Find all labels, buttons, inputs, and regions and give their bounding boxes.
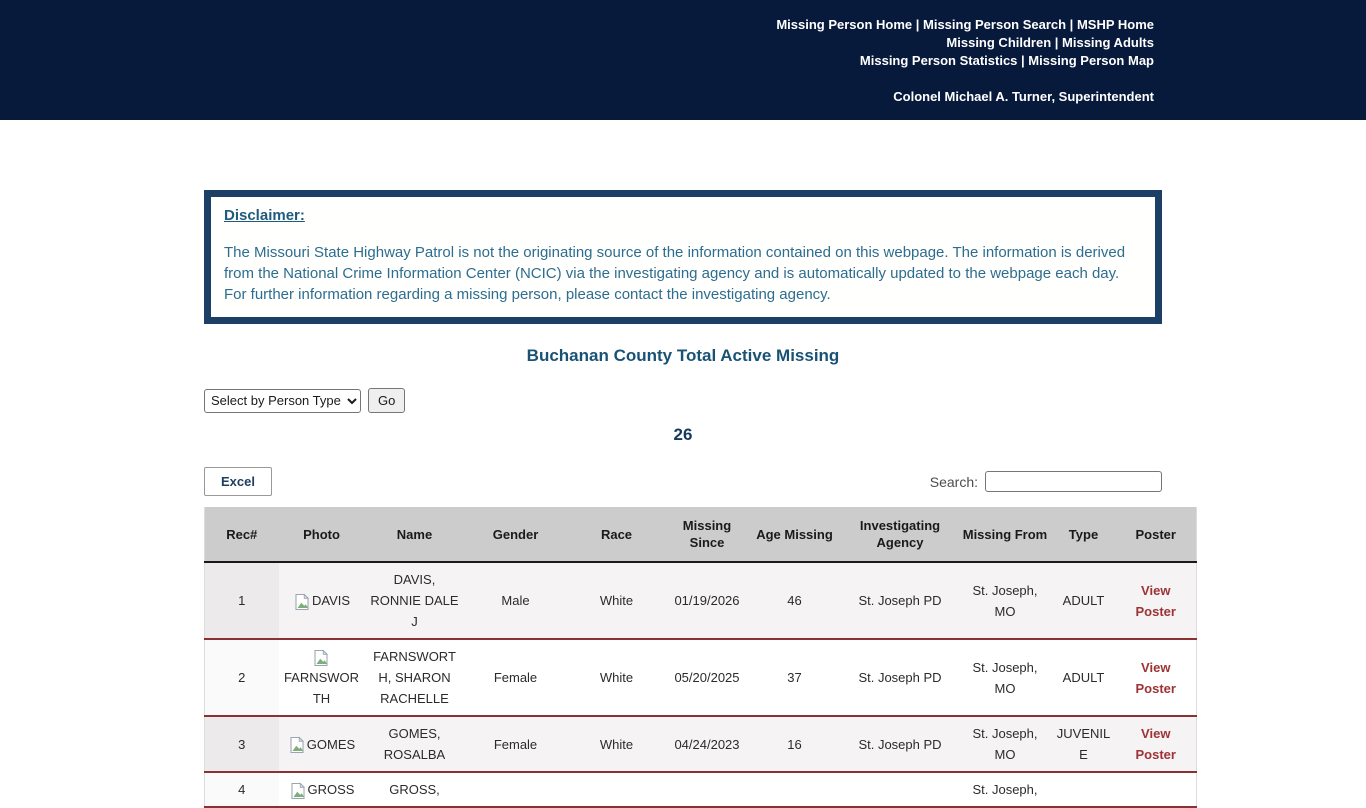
column-header-race[interactable]: Race (567, 507, 667, 562)
disclaimer-text: The Missouri State Highway Patrol is not the originating source of the information contained on this webpage. The information is derived from the National Crime Information Center (NCIC) via the investigating agency and is automatically updated to the webpage each day. For further information regarding a missing person, please contact the investigating agency. (224, 244, 1126, 303)
age-cell (748, 772, 842, 807)
type-cell (1052, 772, 1116, 807)
missing-from-cell: St. Joseph, MO (972, 582, 1038, 619)
poster-cell (1116, 772, 1197, 807)
table-row (205, 639, 1197, 716)
broken-image-icon (288, 736, 306, 754)
column-header-missing-since[interactable]: Missing Since (667, 507, 748, 562)
main-content (204, 190, 1162, 445)
rec-cell: 1 (205, 562, 279, 639)
table-header-row (205, 507, 1197, 562)
agency-cell: St. Joseph PD (858, 670, 942, 685)
nav-link-missing-person-home[interactable]: Missing Person Home (776, 17, 913, 32)
race-cell (567, 772, 667, 807)
go-button[interactable]: Go (368, 388, 405, 413)
gender-cell: Female (493, 670, 538, 685)
table-toolbar (204, 467, 1196, 496)
page-title: Buchanan County Total Active Missing (526, 346, 840, 365)
nav-link-missing-children[interactable]: Missing Children (946, 35, 1052, 50)
gender-cell: Male (501, 593, 530, 608)
missing-since-cell (667, 772, 748, 807)
gender-cell (465, 772, 567, 807)
column-header-age-missing[interactable]: Age Missing (748, 507, 842, 562)
nav-link-missing-person-statistics[interactable]: Missing Person Statistics (859, 53, 1018, 68)
age-cell: 37 (787, 670, 802, 685)
missing-from-cell: St. Joseph, MO (972, 726, 1038, 762)
disclaimer-heading: Disclaimer: (224, 207, 305, 224)
poster-cell (1116, 639, 1197, 716)
gender-cell: Female (493, 736, 538, 752)
search-input[interactable] (985, 471, 1162, 492)
search-label: Search: (929, 473, 978, 490)
table-section (204, 467, 1196, 808)
missing-from-cell: St. Joseph, (972, 782, 1038, 797)
poster-cell (1116, 562, 1197, 639)
column-header-type[interactable]: Type (1052, 507, 1116, 562)
race-cell: White (599, 593, 634, 608)
type-cell: ADULT (1062, 593, 1105, 608)
race-cell: White (599, 670, 634, 685)
photo-cell: DAVIS (279, 562, 365, 639)
superintendent-text: Colonel Michael A. Turner, Superintendent (893, 89, 1154, 104)
photo-cell: GOMES (279, 716, 365, 772)
rec-cell: 2 (205, 639, 279, 716)
poster-cell (1116, 716, 1197, 772)
header-nav (0, 16, 1154, 70)
person-type-select[interactable] (204, 389, 361, 413)
type-cell: JUVENILE (1056, 726, 1111, 762)
top-banner (0, 0, 1366, 120)
race-cell: White (599, 736, 634, 752)
column-header-investigating-agency[interactable]: Investigating Agency (842, 507, 959, 562)
nav-link-missing-person-map[interactable]: Missing Person Map (1028, 53, 1154, 68)
agency-cell (842, 772, 959, 807)
table-body (205, 562, 1197, 807)
name-cell: GROSS, (389, 782, 440, 797)
name-cell: DAVIS, RONNIE DALE J (370, 572, 459, 629)
age-cell: 46 (787, 593, 802, 608)
agency-cell: St. Joseph PD (858, 593, 942, 608)
table-row (205, 772, 1197, 807)
total-count: 26 (673, 425, 693, 444)
missing-since-cell: 04/24/2023 (674, 736, 740, 752)
column-header-missing-from[interactable]: Missing From (959, 507, 1052, 562)
person-type-controls (204, 388, 1162, 413)
table-row (205, 562, 1197, 639)
column-header-rec-[interactable]: Rec# (205, 507, 279, 562)
view-poster-link[interactable]: View Poster (1135, 582, 1176, 619)
photo-cell: GROSS (279, 772, 365, 807)
excel-export-button[interactable]: Excel (204, 467, 272, 496)
type-cell: ADULT (1062, 670, 1105, 685)
name-cell: FARNSWORTH, SHARON RACHELLE (373, 649, 456, 706)
nav-link-missing-person-search[interactable]: Missing Person Search (923, 17, 1067, 32)
missing-since-cell: 01/19/2026 (674, 593, 740, 608)
disclaimer-box (204, 190, 1162, 324)
column-header-name[interactable]: Name (365, 507, 465, 562)
rec-cell: 3 (205, 716, 279, 772)
agency-cell: St. Joseph PD (858, 736, 942, 752)
column-header-gender[interactable]: Gender (465, 507, 567, 562)
table-row (205, 716, 1197, 772)
name-cell: GOMES, ROSALBA (383, 726, 446, 762)
search-control (930, 471, 1162, 492)
nav-link-mshp-home[interactable]: MSHP Home (1076, 17, 1154, 32)
broken-image-icon (312, 649, 330, 667)
photo-cell: FARNSWORTH (279, 639, 365, 716)
nav-line-3: Missing Person Statistics | Missing Person Map (859, 53, 1154, 68)
view-poster-link[interactable]: View Poster (1135, 659, 1176, 696)
column-header-photo[interactable]: Photo (279, 507, 365, 562)
nav-link-missing-adults[interactable]: Missing Adults (1062, 35, 1154, 50)
missing-since-cell: 05/20/2025 (674, 670, 740, 685)
broken-image-icon (293, 593, 311, 611)
view-poster-link[interactable]: View Poster (1135, 726, 1176, 762)
missing-from-cell: St. Joseph, MO (972, 659, 1038, 696)
nav-line-1: Missing Person Home | Missing Person Search | MSHP Home (776, 17, 1154, 32)
column-header-poster[interactable]: Poster (1116, 507, 1197, 562)
missing-persons-table (204, 507, 1197, 808)
broken-image-icon (289, 782, 307, 800)
age-cell: 16 (787, 736, 802, 752)
rec-cell: 4 (205, 772, 279, 807)
nav-line-2: Missing Children | Missing Adults (946, 35, 1154, 50)
